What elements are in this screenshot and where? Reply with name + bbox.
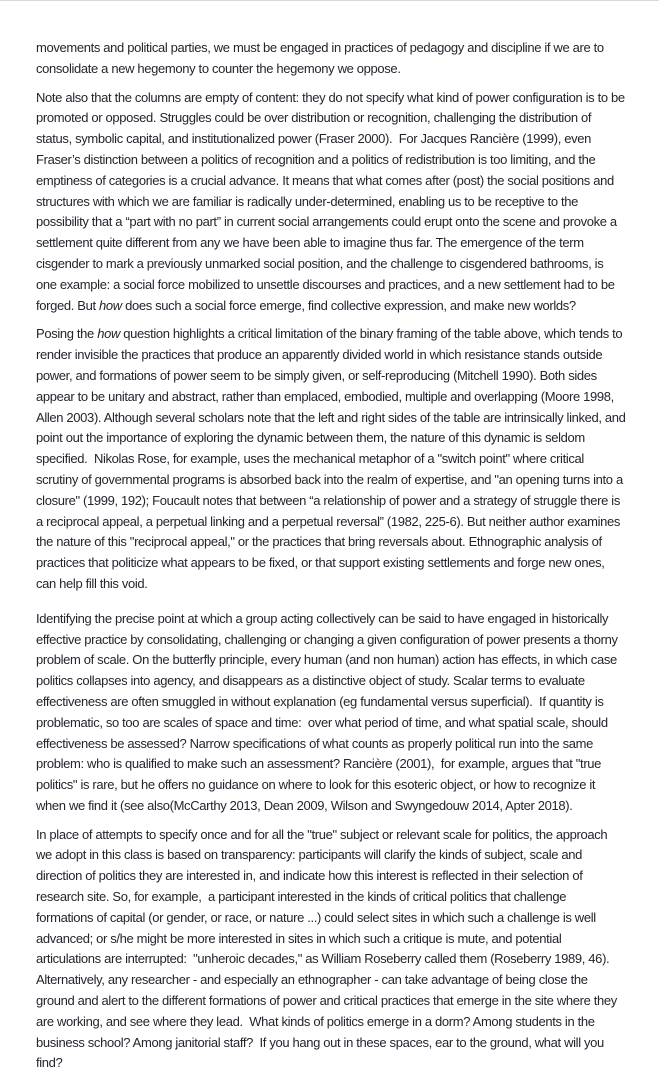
text-run: movements and political parties, we must be engaged in practices of pedagogy and discipline if we are to consolidate a new hegemony to counter the hegemony we oppose.: [36, 40, 607, 76]
paragraph: [36, 324, 629, 594]
text-run: question highlights a critical limitation of the binary framing of the table above, which tends to render invisible the practices that produce an apparently divided world in which resistance stands outside power, and formations of power seem to be simply given, or self-reproducing (Mitchell 1990). Both sides appear to be unitary and abstract, rather than emplaced, embodied, multiple and overlapping (Moore 1998, Allen 2003). Although several scholars note that the left and right sides of the table are intrinsically linked, and point out the importance of exploring the dynamic between them, the nature of this dynamic is seldom specified. Nikolas Rose, for example, uses the mechanical metaphor of a "switch point" where critical scrutiny of governmental programs is absorbed back into the realm of expertise, and "an opening turns into a closure" (1999, 192); Foucault notes that between “a relationship of power and a strategy of struggle there is a reciprocal appeal, a perpetual linking and a perpetual reversal” (1982, 225-6). But neither author examines the nature of this "reciprocal appeal," or the practices that bring reversals about. Ethnographic analysis of practices that politicize what appears to be fixed, or that support existing settlements and forge new ones, can help fill this void.: [36, 326, 629, 591]
document-text-body: [36, 38, 629, 1082]
paragraph: [36, 88, 629, 317]
text-run: Posing the: [36, 326, 98, 342]
paragraph: [36, 609, 626, 817]
italic-text-run: how: [99, 297, 122, 313]
text-run: In place of attempts to specify once and for all the "true" subject or relevant scale for politics, the approach we adopt in this class is based on transparency: participants will clarify the kinds of subject, scale and direction of politics they are interested in, and indicate how this interest is reflected in their selection of research site. So, for example, a participant interested in the kinds of critical politics that challenge formations of capital (or gender, or race, or nature ...) could select sites in which such a challenge is well advanced; or s/he might be more interested in sites in which such a critique is mute, and potential articulations are interrupted: "unheroic decades," as William Roseberry called them (Roseberry 1989, 46). Alternatively, any researcher - and especially an ethnographer - can take advantage of being close the ground and alert to the different formations of power and critical practices that emerge in the site where they are working, and see where they lead. What kinds of politics emerge in a dorm? Among students in the business school? Among janitorial staff? If you hang out in these spaces, ear to the ground, what will you find?: [36, 826, 621, 1071]
text-run: Note also that the columns are empty of content: they do not specify what kind of power configuration is to be promoted or opposed. Struggles could be over distribution or recognition, challenging the distribution of status, symbolic capital, and institutionalized power (Fraser 2000). For Jacques Rancière (1999), even Fraser’s distinction between a politics of recognition and a politics of redistribution is too limiting, and the emptiness of categories is a crucial advance. It means that what comes after (post) the social positions and structures with which we are familiar is radically under-determined, enabling us to be receptive to the possibility that a “part with no part” in current social arrangements could erupt onto the scene and provoke a settlement quite different from any we have been able to imagine thus far. The emergence of the term cisgender to mark a previously unmarked social position, and the challenge to cisgendered bathrooms, is one example: a social force mobilized to unsettle discourses and practices, and a new settlement had to be forged. But: [36, 89, 629, 313]
italic-text-run: how: [97, 326, 121, 342]
text-run: does such a social force emerge, find collective expression, and make new worlds?: [121, 297, 576, 313]
text-run: Identifying the precise point at which a group acting collectively can be said to have engaged in historically effective practice by consolidating, challenging or changing a given configuration of power presents a thorny problem of scale. On the butterfly principle, every human (and non human) action has effects, in which case politics collapses into agency, and disappears as a distinctive object of study. Scalar terms to evaluate effectiveness are often smuggled in without explanation (eg fundamental versus superficial). If quantity is problematic, so too are scales of space and time: over what period of time, and what spatial scale, should effectiveness be assessed? Narrow specifications of what counts as properly political run into the same problem: who is qualified to make such an assessment? Rancière (2001), for example, argues that "true politics" is rare, but he offers no guidance on where to look for this esoteric object, or how to recognize it when we find it (see also(McCarthy 2013, Dean 2009, Wilson and Swyngedouw 2014, Apter 2018).: [36, 610, 621, 813]
paragraph: [36, 825, 626, 1075]
paragraph: [36, 38, 626, 80]
